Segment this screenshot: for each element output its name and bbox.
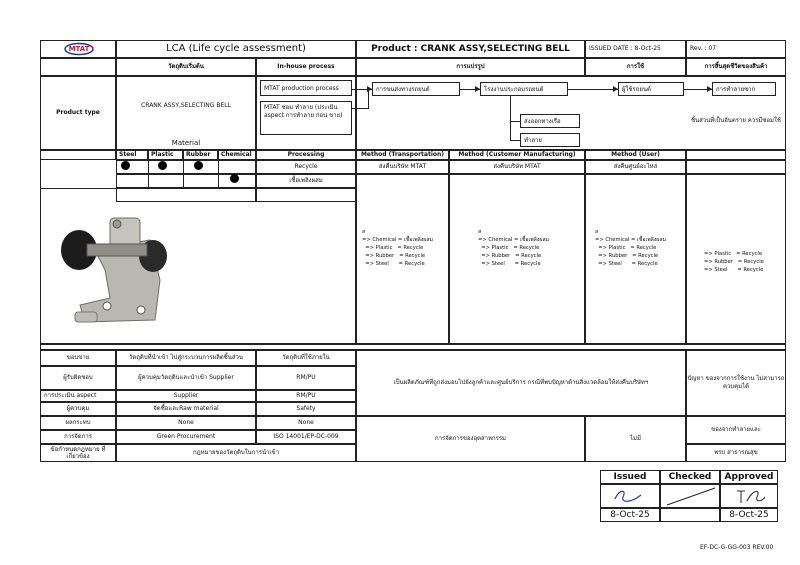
material-row-1 — [116, 160, 256, 174]
bottom-row-col2-2: ผู้ควบคุมวัตถุดิบและนำเข้า Supplier — [116, 366, 256, 390]
bottom-row-col3-5: None — [256, 416, 356, 430]
method-customer-value: ส่งคืนบริษัท MTAT — [449, 160, 585, 174]
approval-approved-header: Approved — [720, 470, 778, 484]
inhouse-repair-box: MTAT ซ่อม ทำลาย (ประเมิน aspect การทำลาย ก่อน ขาย) — [260, 101, 352, 135]
bottom-row-col3-2: RM/PU — [256, 366, 356, 390]
method-user-value: ส่งคืนศูนย์อะไหล่ — [585, 160, 686, 174]
bottom-row-col2-3: Supplier — [116, 390, 256, 402]
issued-date: ISSUED DATE : 8-Oct-25 — [585, 40, 686, 58]
bottom-row-col2-7: กฎหมายของวัตถุดิบในการนำเข้า — [116, 444, 356, 462]
bottom-row-label-3: การประเมิน aspect — [40, 390, 116, 402]
stage-end-of-life: การสิ้นสุดชีวิตของสินค้า — [686, 58, 786, 76]
method-eol-header — [686, 150, 786, 160]
method-transport-value: ส่งคืนบริษัท MTAT — [356, 160, 449, 174]
lca-title: LCA (Life cycle assessment) — [116, 40, 356, 58]
eol-recycle-list: => Plastic = Recycle => Rubber = Recycle => Steel = Recycle — [704, 251, 764, 273]
method-customer-header: Method (Customer Manufacturing) — [449, 150, 585, 160]
eol-hazard-note: ชิ้นส่วนที่เป็นอันตราย ควรมีซ่อมใช้ — [690, 116, 782, 124]
crank-assy-photo — [55, 210, 195, 328]
stage-use: การใช้ — [585, 58, 686, 76]
processing-header: Processing — [256, 150, 356, 160]
use-management: ไม่มี — [585, 416, 686, 462]
eol-responsibility: ปัญหา ของจากการใช้งาน ไม่สามารถควบคุมได้ — [686, 350, 786, 416]
bottom-row-label-5: ผลกระทบ — [40, 416, 116, 430]
bottom-row-label-7: ข้อกำหนดกฎหมาย ที่เกี่ยวข้อง — [40, 444, 116, 462]
stage-raw-material: วัตถุดิบเริ่มต้น — [116, 58, 256, 76]
arrow-icon — [613, 86, 618, 92]
material-col-rubber: Rubber — [183, 150, 218, 160]
bottom-row-col3-1: วัตถุดิบที่ใช้ภายใน — [256, 350, 356, 366]
bottom-row-col2-1: วัตถุดิบที่นำเข้า ไปสู่กระบวนการผลิตชิ้นส่วน — [116, 350, 256, 366]
issued-signature — [601, 485, 659, 507]
bottom-row-col2-4: จัดซื้อและRaw material — [116, 402, 256, 416]
company-logo — [41, 41, 117, 57]
product-name: CRANK ASSY,SELECTING BELL — [141, 102, 231, 110]
approval-checked-date — [660, 508, 720, 522]
user-recycle-list: ส => Chemical = เชื้อเพลิงผสม => Plastic = Recycle => Rubber = Recycle => Steel = Recycle — [595, 229, 666, 267]
flow-export-box: ส่งออกทางเรือ — [520, 114, 580, 128]
product-title: Product : CRANK ASSY,SELECTING BELL — [356, 40, 585, 58]
material-label: Material — [171, 138, 201, 147]
chemical-marker-icon — [230, 174, 239, 183]
method-transport-header: Method (Transportation) — [356, 150, 449, 160]
revision: Rev. : 07 — [686, 40, 786, 58]
stage-inhouse: In-house process — [256, 58, 356, 76]
approval-approved-date: 8-Oct-25 — [720, 508, 778, 522]
bottom-row-col3-3: RM/PU — [256, 390, 356, 402]
transform-responsibility: เป็นผลิตภัณฑ์ที่ถูกส่งมอบไปยังลูกค้าและศูนย์บริการ กรณีที่พบปัญหาด้านสิ่งแวดล้อมให้ส่งคืนบริษัทฯ — [356, 350, 686, 416]
material-col-steel: Steel — [116, 150, 148, 160]
flow-car-user-box: ผู้ใช้รถยนต์ — [618, 82, 684, 96]
approval-checked-header: Checked — [660, 470, 720, 484]
flow-assembly-plant-box: โรงงานประกอบรถยนต์ — [480, 82, 568, 96]
product-type-label: Product type — [40, 76, 116, 150]
document-number: EF-DC-G-GG-003 REV.00 — [700, 544, 774, 551]
approval-checked-sign-cell — [660, 484, 720, 508]
stage-transform: การแปรรูป — [356, 58, 585, 76]
customer-recycle-list: ส => Chemical = เชื้อเพลิงผสม => Plastic = Recycle => Rubber = Recycle => Steel = Recycle — [478, 229, 549, 267]
bottom-row-label-1: ขอบข่าย — [40, 350, 116, 366]
bottom-row-col3-6: ISO 14001/EP-DC-009 — [256, 430, 356, 444]
processing-recycle: Recycle — [256, 160, 356, 174]
approval-approved-sign-cell — [720, 484, 778, 508]
bottom-row-label-4: ผู้ควบคุม — [40, 402, 116, 416]
approved-signature — [721, 485, 777, 507]
flow-disposal-box: การทำลายซาก — [712, 82, 776, 96]
rubber-marker-icon — [194, 161, 203, 170]
arrow-icon — [475, 86, 480, 92]
transform-management: การจัดการของอุตสาหกรรม — [356, 416, 585, 462]
bottom-row-col2-6: Green Procurement — [116, 430, 256, 444]
processing-fuel-blend: เชื้อเพลิงผสม — [256, 174, 356, 188]
stage-blank — [40, 58, 116, 76]
inhouse-production-box: MTAT production process — [260, 80, 352, 96]
approval-issued-sign-cell — [600, 484, 660, 508]
eol-law: พรบ สาธารณสุข — [686, 444, 786, 462]
transport-recycle-list: ส => Chemical = เชื้อเพลิงผสม => Plastic = Recycle => Rubber = Recycle => Steel = Recycle — [362, 229, 433, 267]
material-blank — [40, 150, 116, 160]
approval-issued-date: 8-Oct-25 — [600, 508, 660, 522]
logo-text: MTAT — [68, 45, 90, 53]
bottom-row-label-2: ผู้รับผิดชอบ — [40, 366, 116, 390]
method-eol-value — [686, 160, 786, 174]
material-col-plastic: Plastic — [148, 150, 183, 160]
flow-destroy-box: ทำลาย — [520, 133, 580, 147]
plastic-marker-icon — [158, 161, 167, 170]
material-col-chemical: Chemical — [218, 150, 256, 160]
eol-impact: ของจากทำลายและ — [686, 416, 786, 444]
method-user-header: Method (User) — [585, 150, 686, 160]
arrow-icon — [707, 86, 712, 92]
logo-cell — [40, 40, 116, 58]
steel-marker-icon — [121, 161, 130, 170]
bottom-row-col3-4: Safety — [256, 402, 356, 416]
checked-slash — [661, 485, 719, 507]
flow-transport-box: การขนส่งทางรถยนต์ — [372, 82, 460, 96]
bottom-row-col2-5: None — [116, 416, 256, 430]
approval-issued-header: Issued — [600, 470, 660, 484]
bottom-row-label-6: การจัดการ — [40, 430, 116, 444]
